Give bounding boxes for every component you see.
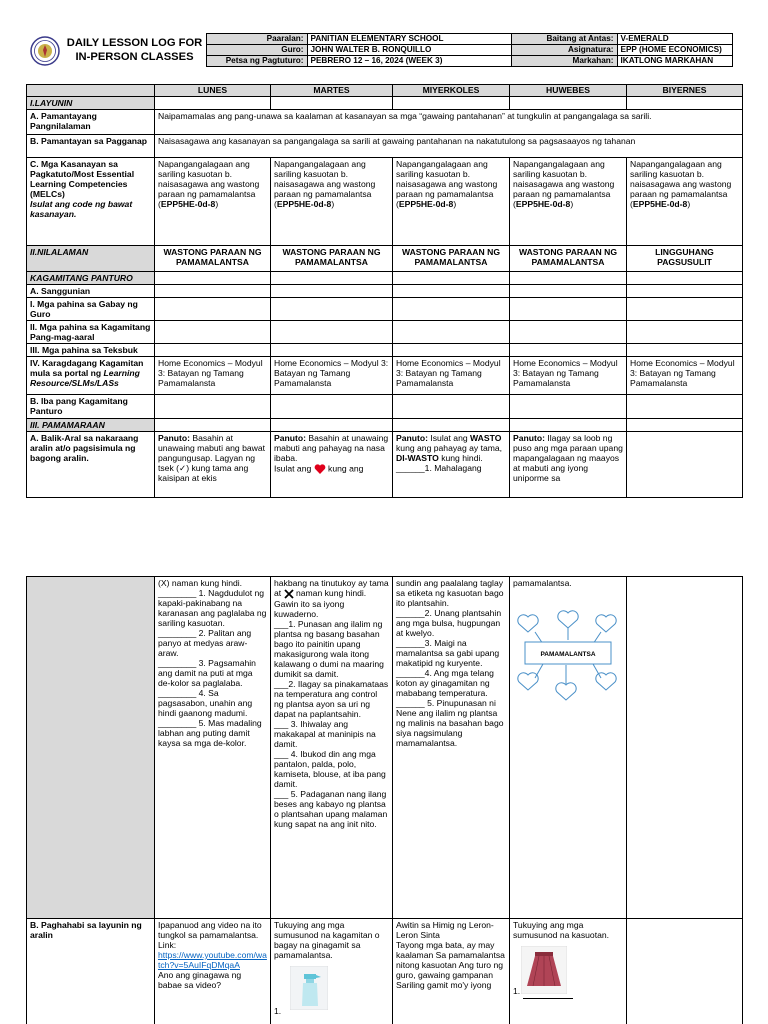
balik-aral-wed-cont: sundin ang paalalang taglay sa etiketa ng kasuotan bago ito plantsahin. ______2. Unang plantsahin ang mga bulsa, hugpungan at kwelyo. ______3. Maigi na mamalantsa sa gabi upang makatipid ng kuryente. ______4. Ang mga telang koton ay ginagamitan ng mababang temperatura. ______ 5. Pinupunasan ni Nene ang ilalim ng plantsa ng malinis na basahan bago siya nagsimulang mamamalantsa. bbox=[393, 577, 510, 919]
subject-value: EPP (HOME ECONOMICS) bbox=[617, 45, 732, 56]
nilalaman-mon: WASTONG PARAAN NG PAMAMALANTSA bbox=[155, 246, 271, 272]
section-pamamaraan: III. PAMAMARAAN bbox=[27, 419, 155, 432]
spray-bottle-image bbox=[290, 966, 328, 1010]
quarter-value: IKATLONG MARKAHAN bbox=[617, 56, 732, 67]
school-value: PANITIAN ELEMENTARY SCHOOL bbox=[307, 34, 511, 45]
day-header-mon: LUNES bbox=[155, 85, 271, 97]
row-label-gabay-ng-guro: I. Mga pahina sa Gabay ng Guro bbox=[27, 298, 155, 321]
pamantayan-sa-pagganap-text: Naisasagawa ang kasanayan sa pangangalaga sa sarili at gawaing pantahanan na nakatutulong sa pagsasaayos ng tahanan bbox=[155, 135, 743, 158]
balik-aral-mon: Panuto: Basahin at unawaing mabuti ang bawat pangungusap. Lagyan ng tsek (✓) kung tama ang kaisipan at ekis bbox=[155, 432, 271, 498]
karagdagang-tue: Home Economics – Modyul 3: Batayan ng Tamang Pamamalansta bbox=[271, 357, 393, 395]
paghahabi-fri bbox=[627, 919, 743, 1024]
paghahabi-wed: Awitin sa Himig ng Leron-Leron Sinta Tayong mga bata, ay may kaalaman Sa pamamalantsa nitong kasuotan Ang turo ng guro, gawaing gampanan Sariling gamit mo'y iyong bbox=[393, 919, 510, 1024]
karagdagang-wed: Home Economics – Modyul 3: Batayan ng Tamang Pamamalansta bbox=[393, 357, 510, 395]
melc-wed: Napangangalagaan ang sariling kasuotan b. naisasagawa ang wastong paraan ng pamamalantsa (EPP5HE-0d-8) bbox=[393, 158, 510, 246]
day-header-tue: MARTES bbox=[271, 85, 393, 97]
nilalaman-fri: LINGGUHANG PAGSUSULIT bbox=[627, 246, 743, 272]
row-label-sanggunian: A. Sanggunian bbox=[27, 285, 155, 298]
teacher-value: JOHN WALTER B. RONQUILLO bbox=[307, 45, 511, 56]
diagram-center-label: PAMAMALANTSA bbox=[540, 651, 596, 658]
balik-aral-tue: Panuto: Basahin at unawaing mabuti ang pahayag na nasa ibaba. Isulat ang kung ang bbox=[271, 432, 393, 498]
skirt-image bbox=[521, 946, 567, 994]
lesson-log-table-page2 bbox=[26, 576, 743, 1024]
balik-aral-tue-cont: hakbang na tinutukoy ay tama at naman kung hindi. Gawin ito sa iyong kuwaderno. ___1. Punasan ang ilalim ng plantsa ng basang basahan bago ito painitin upang makasigurong wala itong kalawang o dumi na maaring dumikit sa damit. ___2. Ilagay sa pinakamataas na temperatura ang control ng plantsa ayon sa uri ng dapat na paplantsahin. ___ 3. Ihiwalay ang makakapal at maninipis na damit. ___ 4. Ibukod din ang mga pantalon, palda, polo, kamiseta, blouse, at iba pang damit. ___ 5. Padaganan nang ilang beses ang kabayo ng plantsa o plantsahan upang malaman kung sapat na ang init nito. bbox=[271, 577, 393, 919]
balik-aral-mon-cont: (X) naman kung hindi. ________ 1. Nagdudulot ng kapaki-pakinabang na karanasan ang paglalaba ng sariling kasuotan. ________ 2. Palitan ang panyo at medyas araw-araw. ________ 3. Pagsamahin ang damit na puti at mga de-kolor sa paglalaba. ________ 4. Sa pagsasabon, unahin ang hindi gaanong madumi. ________ 5. Mas madaling labhan ang puting damit kaysa sa mga de-kolor. bbox=[155, 577, 271, 919]
document-title: DAILY LESSON LOG FOR IN-PERSON CLASSES bbox=[66, 37, 203, 63]
balik-aral-thu-cont: pamamalantsa. PAMAMALANTSA bbox=[510, 577, 627, 919]
melc-tue: Napangangalagaan ang sariling kasuotan b. naisasagawa ang wastong paraan ng pamamalantsa (EPP5HE-0d-8) bbox=[271, 158, 393, 246]
date-value: PEBRERO 12 – 16, 2024 (WEEK 3) bbox=[307, 56, 511, 67]
row-label-pamantayan-sa-pagganap: B. Pamantayan sa Pagganap bbox=[27, 135, 155, 158]
nilalaman-wed: WASTONG PARAAN NG PAMAMALANTSA bbox=[393, 246, 510, 272]
balik-aral-fri-cont bbox=[627, 577, 743, 919]
heart-icon bbox=[314, 463, 326, 475]
header-info-table: Paaralan: PANITIAN ELEMENTARY SCHOOL Baitang at Antas: V-EMERALD Guro: JOHN WALTER B. RONQUILLO Asignatura: EPP (HOME ECONOMICS) Petsa ng Pagtuturo: PEBRERO 12 – 16, 2024 (WEEK 3) Markahan: IKATLONG MARKAHAN bbox=[26, 33, 733, 67]
row-label-karagdagang-kagamitan: IV. Karagdagang Kagamitan mula sa portal ng Learning Resource/SLMs/LASs bbox=[27, 357, 155, 395]
karagdagang-fri: Home Economics – Modyul 3: Batayan ng Tamang Pamamalansta bbox=[627, 357, 743, 395]
karagdagang-mon: Home Economics – Modyul 3: Batayan ng Tamang Pamamalansta bbox=[155, 357, 271, 395]
x-mark-icon bbox=[284, 589, 294, 599]
karagdagang-thu: Home Economics – Modyul 3: Batayan ng Tamang Pamamalansta bbox=[510, 357, 627, 395]
paghahabi-thu: Tukuying ang mga sumusunod na kasuotan. 1. bbox=[510, 919, 627, 1024]
grade-value: V-EMERALD bbox=[617, 34, 732, 45]
balik-aral-wed: Panuto: Isulat ang WASTO kung ang pahayag ay tama, DI-WASTO kung hindi. ______1. Mahalagang bbox=[393, 432, 510, 498]
nilalaman-tue: WASTONG PARAAN NG PAMAMALANTSA bbox=[271, 246, 393, 272]
day-header-thu: HUWEBES bbox=[510, 85, 627, 97]
youtube-video-link[interactable]: https://www.youtube.com/watch?v=5AuIFqDMqaA bbox=[158, 950, 267, 970]
paghahabi-tue: Tukuying ang mga sumusunod na kagamitan o bagay na ginagamit sa pamamalantsa. 1. bbox=[271, 919, 393, 1024]
melc-thu: Napangangalagaan ang sariling kasuotan b. naisasagawa ang wastong paraan ng pamamalantsa (EPP5HE-0d-8) bbox=[510, 158, 627, 246]
row-label-balik-aral: A. Balik-Aral sa nakaraang aralin at/o pagsisimula ng bagong aralin. bbox=[27, 432, 155, 498]
section-kagamitang-panturo: KAGAMITANG PANTURO bbox=[27, 272, 155, 285]
row-label-kagamitang-pang-mag-aaral: II. Mga pahina sa Kagamitang Pang-mag-aaral bbox=[27, 321, 155, 344]
section-nilalaman: II.NILALAMAN bbox=[27, 246, 155, 272]
nilalaman-thu: WASTONG PARAAN NG PAMAMALANTSA bbox=[510, 246, 627, 272]
section-layunin: I.LAYUNIN bbox=[27, 97, 155, 110]
pamantayang-pangnilalaman-text: Naipamamalas ang pang-unawa sa kaalaman at kasanayan sa mga “gawaing pantahanan” at tungkulin at pangangalaga sa sarili. bbox=[155, 110, 743, 135]
paghahabi-mon: Ipapanuod ang video na ito tungkol sa pamamalantsa. Link: https://www.youtube.com/watch?v=5AuIFqDMqaA Ano ang ginagawa ng babae sa video? bbox=[155, 919, 271, 1024]
lesson-log-table-page1 bbox=[26, 84, 743, 498]
row-label-iba-pang-kagamitan: B. Iba pang Kagamitang Panturo bbox=[27, 395, 155, 419]
row-label-melcs: C. Mga Kasanayan sa Pagkatuto/Most Essential Learning Competencies (MELCs) Isulat ang code ng bawat kasanayan. bbox=[27, 158, 155, 246]
melc-mon: Napangangalagaan ang sariling kasuotan b. naisasagawa ang wastong paraan ng pamamalantsa (EPP5HE-0d-8) bbox=[155, 158, 271, 246]
balik-aral-thu: Panuto: Ilagay sa loob ng puso ang mga paraan upang mapangalagaan ng maayos at mabuti ang iyong uniporme sa bbox=[510, 432, 627, 498]
row-label-pamantayang-pangnilalaman: A. Pamantayang Pangnilalaman bbox=[27, 110, 155, 135]
day-header-wed: MIYERKOLES bbox=[393, 85, 510, 97]
melc-fri: Napangangalagaan ang sariling kasuotan b. naisasagawa ang wastong paraan ng pamamalantsa (EPP5HE-0d-8) bbox=[627, 158, 743, 246]
day-header-fri: BIYERNES bbox=[627, 85, 743, 97]
row-label-teksbuk: III. Mga pahina sa Teksbuk bbox=[27, 344, 155, 357]
balik-aral-fri bbox=[627, 432, 743, 498]
row-label-paghahabi: B. Paghahabi sa layunin ng aralin bbox=[27, 919, 155, 1024]
hearts-mind-map-diagram bbox=[513, 602, 623, 712]
